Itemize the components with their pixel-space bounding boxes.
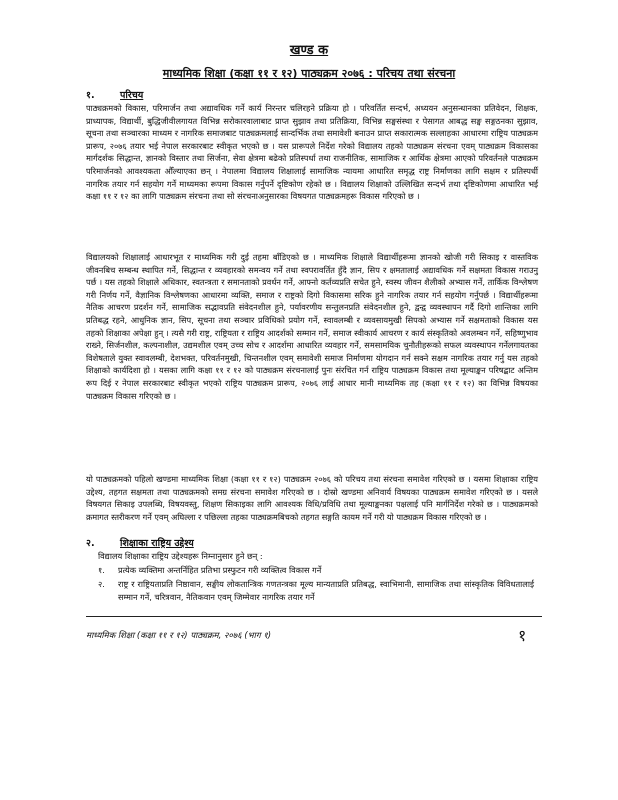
list-item-number: १. [98, 565, 105, 575]
list-item [98, 578, 538, 603]
paragraph-introduction-1: पाठ्यक्रमको विकास, परिमार्जन तथा अद्यावधिक गर्ने कार्य निरन्तर चलिरहने प्रक्रिया हो । परिवर्तित सन्दर्भ, अध्ययन अनुसन्धानका प्रतिवेदन, शिक्षक, प्राध्यापक, विद्यार्थी, बुद्धिजीवीलगायत विभिन्न सरोकारवालाबाट प्राप्त सुझाव तथा प्रतिक्रिया, विभिन्न सङ्घसंस्था र पेसागत आबद्ध सङ्घ सङ्गठनका सुझाव, सूचना तथा सञ्चारका माध्यम र नागरिक समाजबाट पाठ्यक्रमलाई सान्दर्भिक तथा समावेशी बनाउन प्राप्त सकारात्मक सल्लाहका आधारमा राष्ट्रिय पाठ्यक्रम प्रारूप, २०७६ तयार भई नेपाल सरकारबाट स्वीकृत भएको छ । यस प्रारूपले निर्देश गरेको विद्यालय तहको पाठ्यक्रम संरचना एवम् पाठ्यक्रम विकासका मार्गदर्शक सिद्धान्त, ज्ञानको विस्तार तथा सिर्जना, सेवा क्षेत्रमा बढेको प्रतिस्पर्धा तथा राजनीतिक, सामाजिक र आर्थिक क्षेत्रमा आएको परिवर्तनले पाठ्यक्रम परिमार्जनको आवश्यकता औँल्याएका छन् । नेपालमा विद्यालय शिक्षालाई सामाजिक न्यायमा आधारित समृद्ध राष्ट्र निर्माणका लागि सक्षम र प्रतिस्पर्धी नागरिक तयार गर्न सहयोग गर्ने माध्यमका रूपमा विकास गर्नुपर्ने दृष्टिकोण रहेको छ । विद्यालय शिक्षाको उल्लिखित सन्दर्भ तथा दृष्टिकोणमा आधारित भई कक्षा ११ र १२ का लागि पाठ्यक्रम संरचना तथा सो संरचनाअनुसारका विषयगत पाठ्यक्रमहरू विकास गरिएको छ । [86, 103, 538, 202]
list-item [98, 564, 538, 577]
list-item-text: प्रत्येक व्यक्तिमा अन्तर्निहित प्रतिभा प्रस्फुटन गरी व्यक्तित्व विकास गर्ने [118, 565, 322, 575]
section-title: परिचय [120, 90, 144, 101]
page-title: माध्यमिक शिक्षा (कक्षा ११ र १२) पाठ्यक्रम २०७६ : परिचय तथा संरचना [162, 67, 456, 80]
page-number: १ [518, 626, 527, 645]
list-item-text: राष्ट्र र राष्ट्रियताप्रति निष्ठावान, सङ्घीय लोकतान्त्रिक गणतन्त्रका मूल्य मान्यताप्रति प्रतिबद्ध, स्वाभिमानी, सामाजिक तथा सांस्कृतिक विविधतालाई सम्मान गर्ने, चरित्रवान, नैतिकवान एवम् जिम्मेवार नागरिक तयार गर्ने [118, 579, 534, 602]
part-heading: खण्ड क [289, 43, 329, 58]
section-title: शिक्षाका राष्ट्रिय उद्देश्य [120, 538, 194, 549]
section-number: २. [86, 538, 95, 549]
objectives-intro: विद्यालय शिक्षाका राष्ट्रिय उद्देश्यहरू निम्नानुसार हुने छन् : [98, 551, 263, 561]
footer-divider [86, 616, 542, 617]
paragraph-introduction-3: यो पाठ्यक्रमको पहिलो खण्डमा माध्यमिक शिक्षा (कक्षा ११ र १२) पाठ्यक्रम २०७६ को परिचय तथा संरचना समावेश गरिएको छ । यसमा शिक्षाका राष्ट्रिय उद्देश्य, तहगत सक्षमता तथा पाठ्यक्रमको समग्र संरचना समावेश गरिएको छ । दोस्रो खण्डमा अनिवार्य विषयका पाठ्यक्रम समावेश गरिएको छ । यसले विषयगत सिकाइ उपलब्धि, विषयवस्तु, शिक्षण सिकाइका लागि आवश्यक विधि/प्रविधि तथा मूल्याङ्कनका पक्षलाई पनि मार्गनिर्देश गरेको छ । पाठ्यक्रमको क्रमागत स्तरीकरण गर्ने एवम् अघिल्ला र पछिल्ला तहका पाठ्यक्रमबिचको तहगत सङ्गति कायम गर्ने गरी यो पाठ्यक्रम विकास गरिएको छ । [86, 474, 538, 522]
paragraph-introduction-2: विद्यालयको शिक्षालाई आधारभूत र माध्यमिक गरी दुई तहमा बाँडिएको छ । माध्यमिक शिक्षाले विद्यार्थीहरूमा ज्ञानको खोजी गरी सिकाइ र वास्तविक जीवनबिच सम्बन्ध स्थापित गर्ने, सिद्धान्त र व्यवहारको समन्वय गर्ने तथा स्वपरावर्तित हुँदै ज्ञान, सिप र क्षमतालाई अद्यावधिक गर्ने सक्षमता विकास गराउनु पर्छ । यस तहको शिक्षाले अधिकार, स्वतन्त्रता र समानताको प्रवर्धन गर्ने, आफ्नो कर्तव्यप्रति सचेत हुने, स्वस्थ जीवन शैलीको अभ्यास गर्ने, तार्किक विश्लेषण गरी निर्णय गर्ने, वैज्ञानिक विश्लेषणका आधारमा व्यक्ति, समाज र राष्ट्रको दिगो विकासमा सरिक हुने नागरिक तयार गर्न सहयोग गर्नुपर्छ । विद्यार्थीहरूमा नैतिक आचरण प्रदर्शन गर्ने, सामाजिक सद्भावप्रति संवेदनशील हुने, पर्यावरणीय सन्तुलनप्रति संवेदनशील हुने, द्वन्द्व व्यवस्थापन गर्दै दिगो शान्तिका लागि प्रतिबद्ध रहने, आधुनिक ज्ञान, सिप, सूचना तथा सञ्चार प्रविधिको प्रयोग गर्ने, स्वावलम्बी र व्यवसायमुखी सिपको अभ्यास गर्ने सक्षमताको विकास यस तहको शिक्षाका अपेक्षा हुन् । त्यसै गरी राष्ट्र, राष्ट्रियता र राष्ट्रिय आदर्शको सम्मान गर्ने, समाज स्वीकार्य आचरण र कार्य संस्कृतिको अवलम्बन गर्ने, सहिष्णुभाव राख्ने, सिर्जनशील, कल्पनाशील, उद्यमशील एवम् उच्च सोच र आदर्शमा आधारित व्यवहार गर्ने, समसामयिक चुनौतीहरूको सफल व्यवस्थापन गर्नेलगायतका विशेषताले युक्त स्वावलम्बी, देशभक्त, परिवर्तनमुखी, चिन्तनशील एवम् समावेशी समाज निर्माणमा योगदान गर्न सक्ने सक्षम नागरिक तयार गर्नु यस तहको शिक्षाको कार्यदिशा हो । यसका लागि कक्षा ११ र १२ को पाठ्यक्रम संरचनालाई पुनः संरचित गर्न राष्ट्रिय पाठ्यक्रम विकास तथा मूल्याङ्कन परिषद्बाट अन्तिम रूप दिई र नेपाल सरकारबाट स्वीकृत भएको राष्ट्रिय पाठ्यक्रम प्रारूप, २०७६ लाई आधार मानी माध्यमिक तह (कक्षा ११ र १२) का विभिन्न विषयका पाठ्यक्रम विकास गरिएको छ । [86, 252, 538, 401]
section-heading-national-objectives [86, 536, 194, 549]
section-number: १. [86, 90, 95, 101]
list-item-number: २. [98, 579, 105, 589]
footer-text: माध्यमिक शिक्षा (कक्षा ११ र १२) पाठ्यक्रम, २०७६ (भाग १) [86, 631, 272, 641]
section-heading-introduction [86, 88, 143, 101]
